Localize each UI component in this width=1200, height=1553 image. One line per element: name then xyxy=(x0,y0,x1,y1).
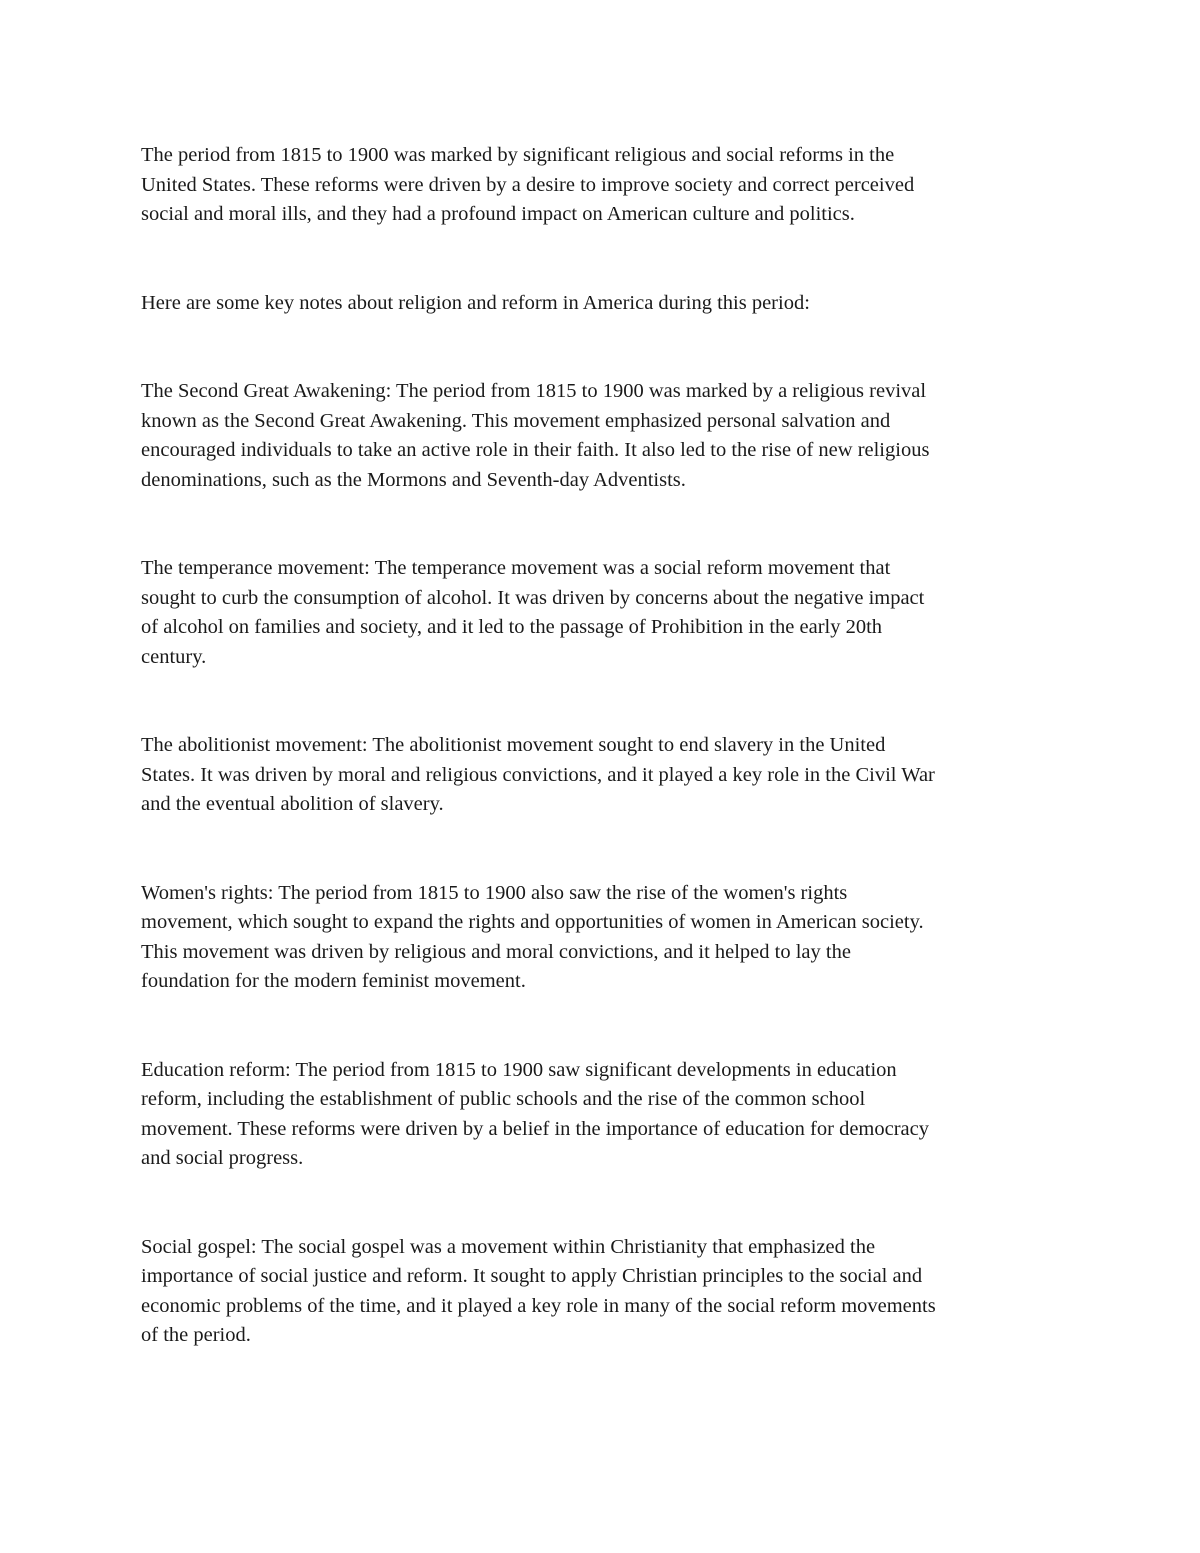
social-gospel-paragraph: Social gospel: The social gospel was a movement within Christianity that emphasized the importance of social justice and reform. It sought to apply Christian principles to the social and economic problems of the time, and it played a key role in many of the social reform movements of the period. xyxy=(141,1235,936,1346)
paragraph-spacer xyxy=(141,820,1061,879)
intro-paragraph: The period from 1815 to 1900 was marked by significant religious and social reforms in the United States. These reforms were driven by a desire to improve society and correct perceived social and moral ills, and they had a profound impact on American culture and politics. xyxy=(141,144,915,225)
document-body xyxy=(141,141,1061,1351)
paragraph-spacer xyxy=(141,1174,1061,1233)
education-reform-paragraph: Education reform: The period from 1815 to 1900 saw significant developments in education reform, including the establishment of public schools and the rise of the common school movement. These reforms were driven by a belief in the importance of education for democracy and social progress. xyxy=(141,1058,929,1169)
paragraph-spacer xyxy=(141,672,1061,731)
paragraph-spacer xyxy=(141,318,1061,377)
temperance-paragraph: The temperance movement: The temperance movement was a social reform movement that sought to curb the consumption of alcohol. It was driven by concerns about the negative impact of alcohol on families and society, and it led to the passage of Prohibition in the early 20th century. xyxy=(141,557,925,668)
key-notes-paragraph: Here are some key notes about religion and reform in America during this period: xyxy=(141,291,810,314)
paragraph-spacer xyxy=(141,997,1061,1056)
abolitionist-paragraph: The abolitionist movement: The abolitionist movement sought to end slavery in the United States. It was driven by moral and religious convictions, and it played a key role in the Civil War and the eventual abolition of slavery. xyxy=(141,734,935,815)
paragraph-spacer xyxy=(141,230,1061,289)
womens-rights-paragraph: Women's rights: The period from 1815 to 1900 also saw the rise of the women's rights movement, which sought to expand the rights and opportunities of women in American society. This movement was driven by religious and moral convictions, and it helped to lay the foundation for the modern feminist movement. xyxy=(141,881,924,992)
paragraph-spacer xyxy=(141,495,1061,554)
second-great-awakening-paragraph: The Second Great Awakening: The period from 1815 to 1900 was marked by a religious revival known as the Second Great Awakening. This movement emphasized personal salvation and encouraged individuals to take an active role in their faith. It also led to the rise of new religious denominations, such as the Mormons and Seventh-day Adventists. xyxy=(141,380,930,491)
